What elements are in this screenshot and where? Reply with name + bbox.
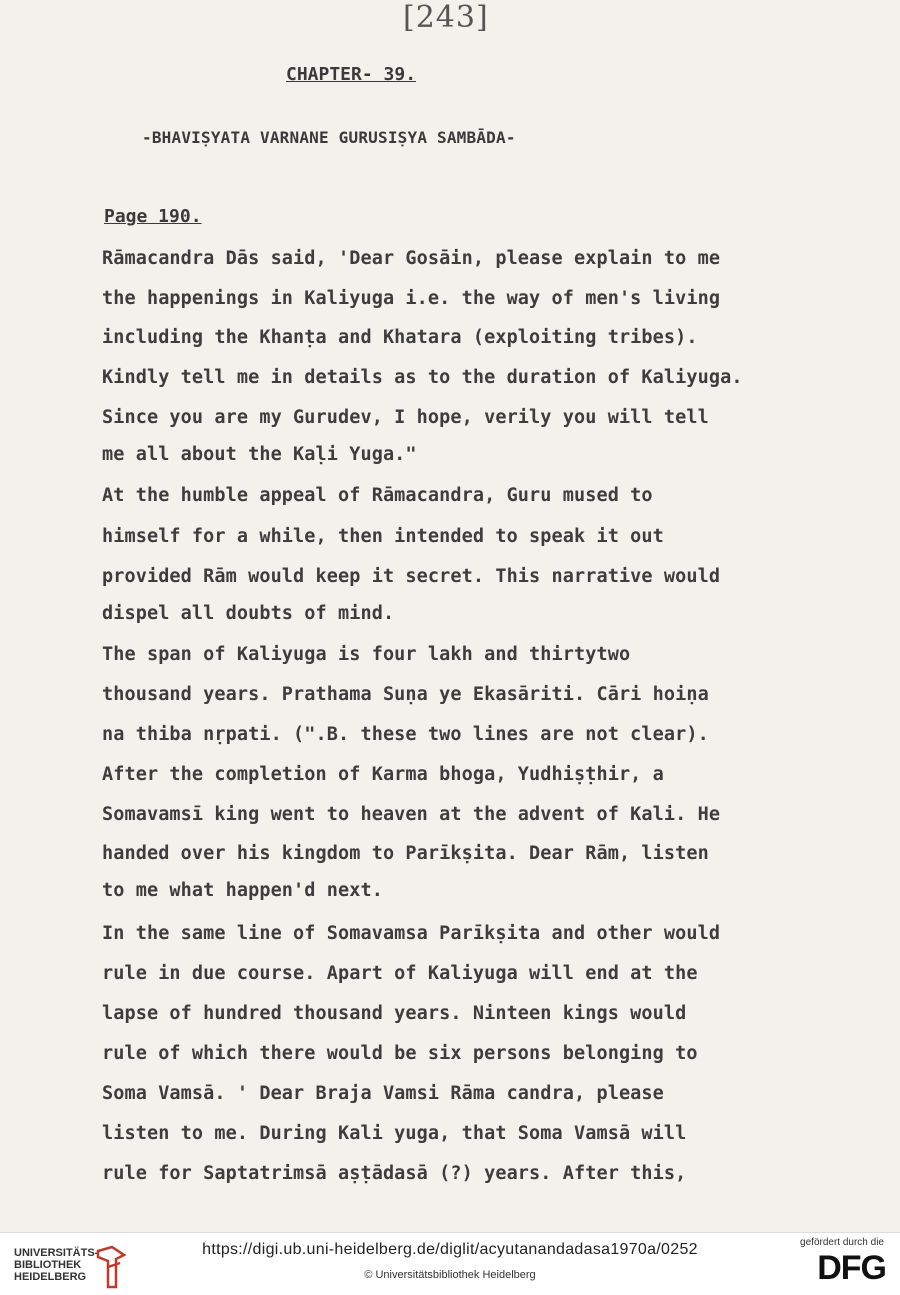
text-line: Kindly tell me in details as to the duration of Kaliyuga.	[102, 367, 743, 388]
viewer-footer	[0, 1232, 900, 1295]
page-number-mark: [243]	[403, 0, 489, 35]
page-reference: Page 190.	[104, 206, 202, 227]
text-line: dispel all doubts of mind.	[102, 603, 395, 624]
library-name	[14, 1247, 98, 1283]
text-line: including the Khanṭa and Khatara (exploiting tribes).	[102, 327, 698, 348]
library-name-line: BIBLIOTHEK	[14, 1259, 82, 1271]
text-line: After the completion of Karma bhoga, Yudhiṣṭhir, a	[102, 764, 664, 785]
chapter-subtitle: -BHAVIṢYATA VARNANE GURUSIṢYA SAMBĀDA-	[142, 128, 516, 147]
text-line: In the same line of Somavamsa Parīkṣita and other would	[102, 923, 721, 944]
text-line: rule in due course. Apart of Kaliyuga will end at the	[102, 963, 698, 984]
text-line: Since you are my Gurudev, I hope, verily you will tell	[102, 407, 709, 428]
text-line: himself for a while, then intended to speak it out	[102, 526, 664, 547]
text-line: At the humble appeal of Rāmacandra, Guru mused to	[102, 485, 653, 506]
library-name-line: UNIVERSITÄTS-	[14, 1247, 99, 1259]
dfg-logo[interactable]: DFG	[817, 1249, 886, 1287]
library-emblem-icon	[94, 1245, 128, 1289]
text-line: me all about the Kaḷi Yuga."	[102, 444, 417, 465]
text-line: to me what happen'd next.	[102, 880, 383, 901]
text-line: listen to me. During Kali yuga, that Soma Vamsā will	[102, 1123, 687, 1144]
text-line: thousand years. Prathama Suṇa ye Ekasāriti. Cāri hoiṇa	[102, 684, 709, 705]
text-line: the happenings in Kaliyuga i.e. the way of men's living	[102, 288, 721, 309]
document-url-link[interactable]: https://digi.ub.uni-heidelberg.de/diglit/acyutanandadasa1970a/0252	[202, 1241, 698, 1258]
text-line: The span of Kaliyuga is four lakh and thirtytwo	[102, 644, 631, 665]
text-line: Soma Vamsā. ' Dear Braja Vamsi Rāma candra, please	[102, 1083, 664, 1104]
university-library-logo[interactable]	[14, 1247, 134, 1287]
copyright-notice: © Universitätsbibliothek Heidelberg	[364, 1269, 536, 1281]
funding-note: gefördert durch die	[800, 1237, 884, 1248]
text-line: handed over his kingdom to Parīkṣita. Dear Rām, listen	[102, 843, 709, 864]
text-line: Rāmacandra Dās said, 'Dear Gosāin, please explain to me	[102, 248, 721, 269]
library-name-line: HEIDELBERG	[14, 1271, 87, 1283]
chapter-heading: CHAPTER- 39.	[286, 64, 417, 85]
text-line: lapse of hundred thousand years. Ninteen kings would	[102, 1003, 687, 1024]
text-line: na thiba nṛpati. (".B. these two lines are not clear).	[102, 724, 709, 745]
text-line: Somavamsī king went to heaven at the advent of Kali. He	[102, 804, 721, 825]
text-line: rule for Saptatrimsā aṣṭādasā (?) years. After this,	[102, 1163, 687, 1184]
text-line: rule of which there would be six persons belonging to	[102, 1043, 698, 1064]
text-line: provided Rām would keep it secret. This narrative would	[102, 566, 721, 587]
